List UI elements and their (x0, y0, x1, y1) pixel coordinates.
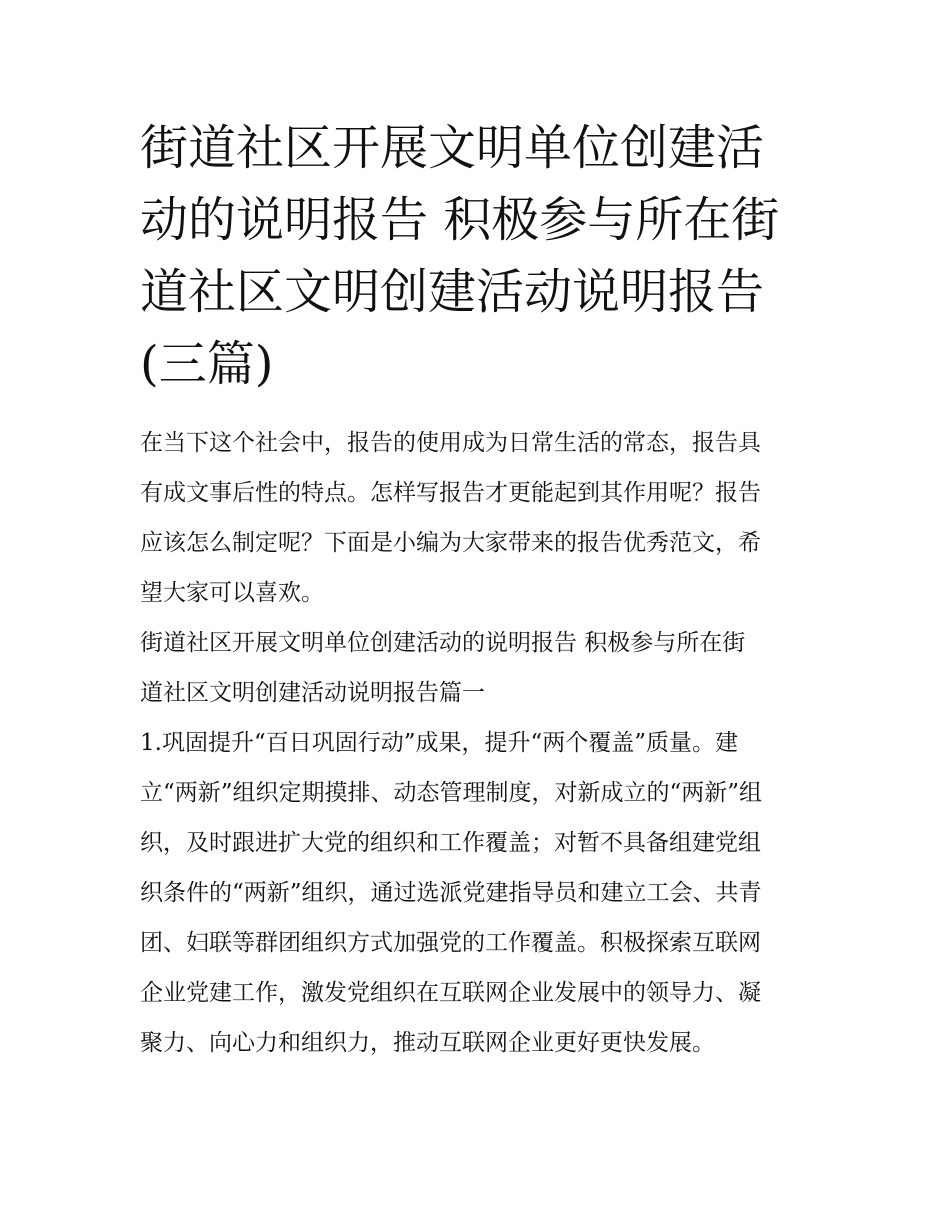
document-content (140, 112, 812, 1068)
title-line: 道社区文明创建活动说明报告 (140, 264, 765, 320)
item-1-paragraph (140, 718, 812, 1068)
title-line: (三篇) (140, 336, 274, 392)
document-title (140, 112, 812, 400)
intro-line: 应该怎么制定呢？下面是小编为大家带来的报告优秀范文，希 (140, 530, 761, 556)
section-heading-line: 街道社区开展文明单位创建活动的说明报告 积极参与所在街 (140, 630, 746, 656)
item-1-line: 织条件的“两新”组织，通过选派党建指导员和建立工会、共青 (140, 880, 762, 906)
item-1-line: 织，及时跟进扩大党的组织和工作覆盖；对暂不具备组建党组 (140, 830, 761, 856)
item-1-line: 立“两新”组织定期摸排、动态管理制度，对新成立的“两新”组 (140, 780, 763, 806)
document-body (140, 418, 812, 1068)
section-heading (140, 618, 812, 718)
title-line: 动的说明报告 积极参与所在街 (140, 192, 780, 248)
intro-line: 在当下这个社会中，报告的使用成为日常生活的常态，报告具 (140, 430, 761, 456)
item-1-line: 聚力、向心力和组织力，推动互联网企业更好更快发展。 (140, 1030, 715, 1056)
section-heading-line: 道社区文明创建活动说明报告篇一 (140, 680, 485, 706)
intro-line: 望大家可以喜欢。 (140, 580, 324, 606)
intro-paragraph (140, 418, 812, 618)
item-1-line: 1.巩固提升“百日巩固行动”成果，提升“两个覆盖”质量。建 (140, 730, 738, 756)
item-1-line: 团、妇联等群团组织方式加强党的工作覆盖。积极探索互联网 (140, 930, 761, 956)
intro-line: 有成文事后性的特点。怎样写报告才更能起到其作用呢？报告 (140, 480, 761, 506)
title-line: 街道社区开展文明单位创建活 (140, 120, 765, 176)
item-1-line: 企业党建工作，激发党组织在互联网企业发展中的领导力、凝 (140, 980, 761, 1006)
